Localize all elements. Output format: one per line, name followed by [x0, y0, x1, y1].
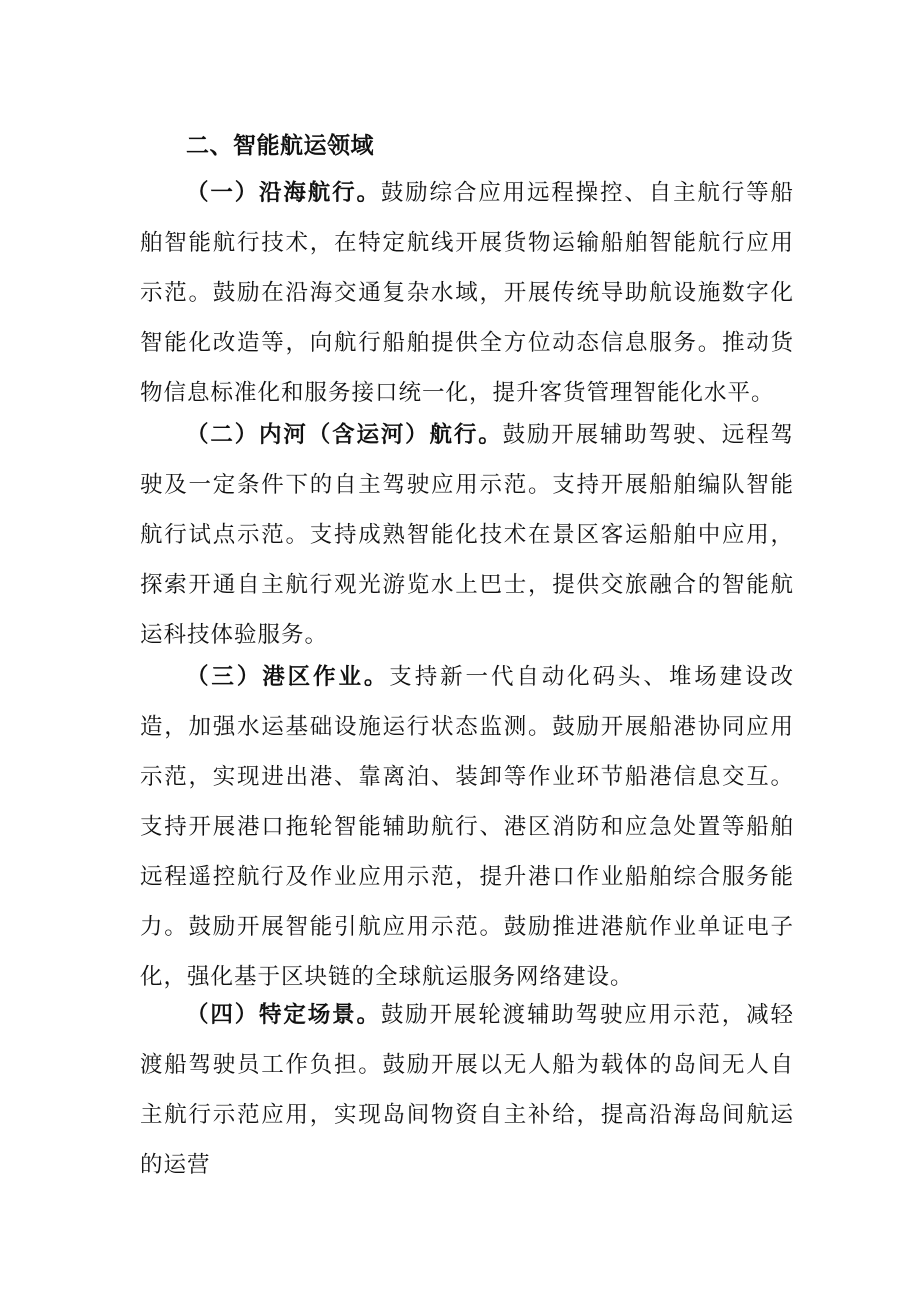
paragraph-inland-navigation [140, 410, 794, 660]
paragraph-body: 鼓励综合应用远程操控、自主航行等船舶智能航行技术，在特定航线开展货物运输船舶智能航行应用示范。鼓励在沿海交通复杂水域，开展传统导助航设施数字化智能化改造等，向航行船舶提供全方位动态信息服务。推动货物信息标准化和服务接口统一化，提升客货管理智能化水平。 [140, 180, 794, 406]
paragraph-special-scenarios [140, 990, 794, 1190]
paragraph-body: 支持新一代自动化码头、堆场建设改造，加强水运基础设施运行状态监测。鼓励开展船港协同应用示范，实现进出港、靠离泊、装卸等作业环节船港信息交互。支持开展港口拖轮智能辅助航行、港区消防和应急处置等船舶远程遥控航行及作业应用示范，提升港口作业船舶综合服务能力。鼓励开展智能引航应用示范。鼓励推进港航作业单证电子化，强化基于区块链的全球航运服务网络建设。 [140, 664, 794, 990]
paragraph-lead: （三）港区作业。 [186, 664, 390, 690]
paragraph-lead: （一）沿海航行。 [186, 180, 381, 206]
section-heading: 二、智能航运领域 [186, 132, 374, 159]
paragraph-body: 鼓励开展轮渡辅助驾驶应用示范，减轻渡船驾驶员工作负担。鼓励开展以无人船为载体的岛间无人自主航行示范应用，实现岛间物资自主补给，提高沿海岛间航运的运营 [140, 1002, 794, 1178]
paragraph-lead: （四）特定场景。 [186, 1002, 381, 1028]
paragraph-coastal-navigation [140, 168, 794, 418]
paragraph-body: 鼓励开展辅助驾驶、远程驾驶及一定条件下的自主驾驶应用示范。支持开展船舶编队智能航行试点示范。支持成熟智能化技术在景区客运船舶中应用，探索开通自主航行观光游览水上巴士，提供交旅融合的智能航运科技体验服务。 [140, 422, 794, 648]
paragraph-lead: （二）内河（含运河）航行。 [186, 422, 503, 448]
paragraph-port-operations [140, 652, 794, 1002]
